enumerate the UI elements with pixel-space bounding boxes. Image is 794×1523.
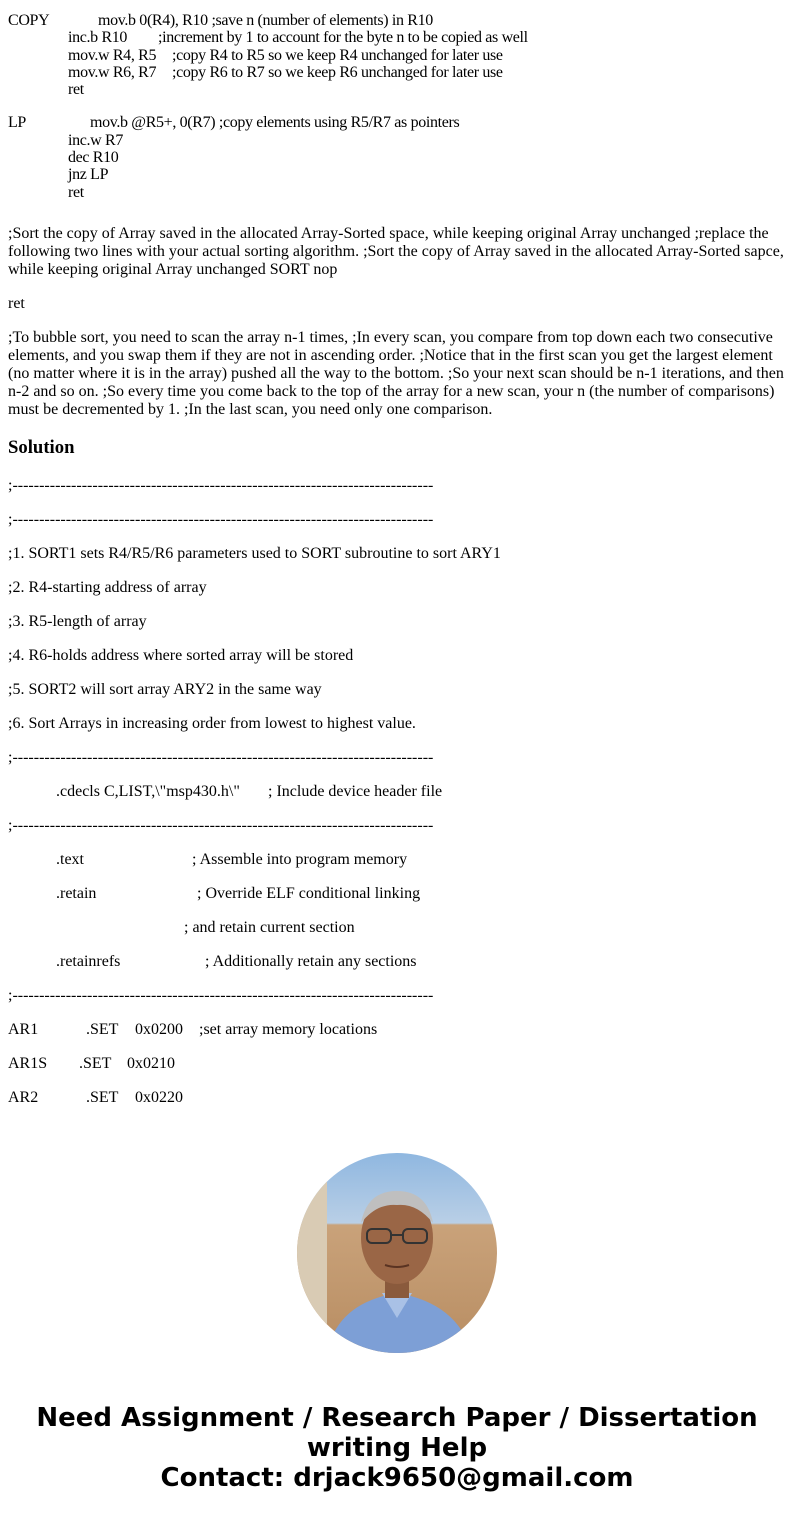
solution-heading: Solution: [8, 437, 75, 458]
comment-line: ;4. R6-holds address where sorted array will be stored: [8, 647, 354, 664]
ret-line: ret: [8, 295, 25, 312]
code-instr: mov.w R6, R7: [68, 63, 157, 81]
directive: .retain: [56, 885, 97, 902]
comment-line: ;6. Sort Arrays in increasing order from lowest to highest value.: [8, 715, 416, 732]
directive: .text: [56, 851, 84, 868]
code-instr: dec R10: [68, 149, 119, 167]
comment-line: ;3. R5-length of array: [8, 613, 147, 630]
code-comment: ;set array memory locations: [199, 1021, 378, 1038]
code-comment: ; Override ELF conditional linking: [197, 885, 421, 902]
footer-line: Need Assignment / Research Paper / Dissertation: [36, 1403, 758, 1433]
directive: .SET: [86, 1089, 119, 1106]
separator: ;-------------------------------------------------------------------------------: [8, 511, 434, 528]
footer-contact: Contact: drjack9650@gmail.com: [160, 1463, 634, 1493]
symbol: AR1: [8, 1021, 39, 1038]
code-comment: ; Include device header file: [268, 783, 443, 800]
code-instr: jnz LP: [68, 166, 109, 184]
author-photo: [297, 1153, 497, 1353]
separator: ;-------------------------------------------------------------------------------: [8, 749, 434, 766]
solution-code: [8, 477, 788, 1123]
sort-comment-paragraph: ;Sort the copy of Array saved in the allocated Array-Sorted space, while keeping original Array unchanged ;replace the following two lines with your actual sorting algorithm. ;Sort the copy of Array saved in the allocated Array-Sorted sapce, while keeping original Array unchanged SORT nop: [8, 225, 784, 278]
label-copy: COPY: [8, 12, 50, 29]
directive: .SET: [79, 1055, 112, 1072]
code-instr: inc.b R10: [68, 29, 128, 47]
code-instr: ret: [68, 81, 84, 99]
code-comment: ; Assemble into program memory: [192, 851, 408, 868]
code-line: mov.b @R5+, 0(R7) ;copy elements using R5/R7 as pointers: [90, 114, 460, 132]
separator: ;-------------------------------------------------------------------------------: [8, 817, 434, 834]
comment-line: ;2. R4-starting address of array: [8, 579, 207, 596]
code-comment: ;increment by 1 to account for the byte n to be copied as well: [158, 29, 528, 47]
footer-line: writing Help: [306, 1433, 488, 1463]
footer-ad: [0, 1403, 794, 1493]
directive: .cdecls C,LIST,\"msp430.h\": [56, 783, 240, 800]
directive: .SET: [86, 1021, 119, 1038]
directive: .retainrefs: [56, 953, 121, 970]
value: 0x0200: [135, 1021, 183, 1038]
code-comment: ; and retain current section: [184, 919, 355, 936]
code-instr: inc.w R7: [68, 131, 123, 149]
value: 0x0220: [135, 1089, 183, 1106]
label-lp: LP: [8, 114, 26, 132]
code-comment: ;copy R4 to R5 so we keep R4 unchanged for later use: [172, 46, 503, 64]
comment-line: ;5. SORT2 will sort array ARY2 in the same way: [8, 681, 322, 698]
comment-line: ;1. SORT1 sets R4/R5/R6 parameters used to SORT subroutine to sort ARY1: [8, 545, 501, 562]
code-instr: mov.w R4, R5: [68, 46, 157, 64]
bubble-sort-paragraph: ;To bubble sort, you need to scan the array n-1 times, ;In every scan, you compare from top down each two consecutive elements, and you swap them if they are not in ascending order. ;Notice that in the first scan you get the largest element (no matter where it is in the array) pushed all the way to the bottom. ;So your next scan should be n-1 iterations, and then n-2 and so on. ;So every time you come back to the top of the array for a new scan, your n (the number of comparisons) must be decremented by 1. ;In the last scan, you need only one comparison.: [8, 329, 784, 418]
code-block: [8, 12, 788, 201]
symbol: AR2: [8, 1089, 39, 1106]
code-comment: ; Additionally retain any sections: [205, 953, 417, 970]
code-line: mov.b 0(R4), R10 ;save n (number of elements) in R10: [98, 12, 433, 29]
separator: ;-------------------------------------------------------------------------------: [8, 477, 434, 494]
symbol: AR1S: [8, 1055, 48, 1072]
value: 0x0210: [127, 1055, 175, 1072]
code-instr: ret: [68, 183, 84, 201]
separator: ;-------------------------------------------------------------------------------: [8, 987, 434, 1004]
code-comment: ;copy R6 to R7 so we keep R6 unchanged for later use: [172, 63, 503, 81]
